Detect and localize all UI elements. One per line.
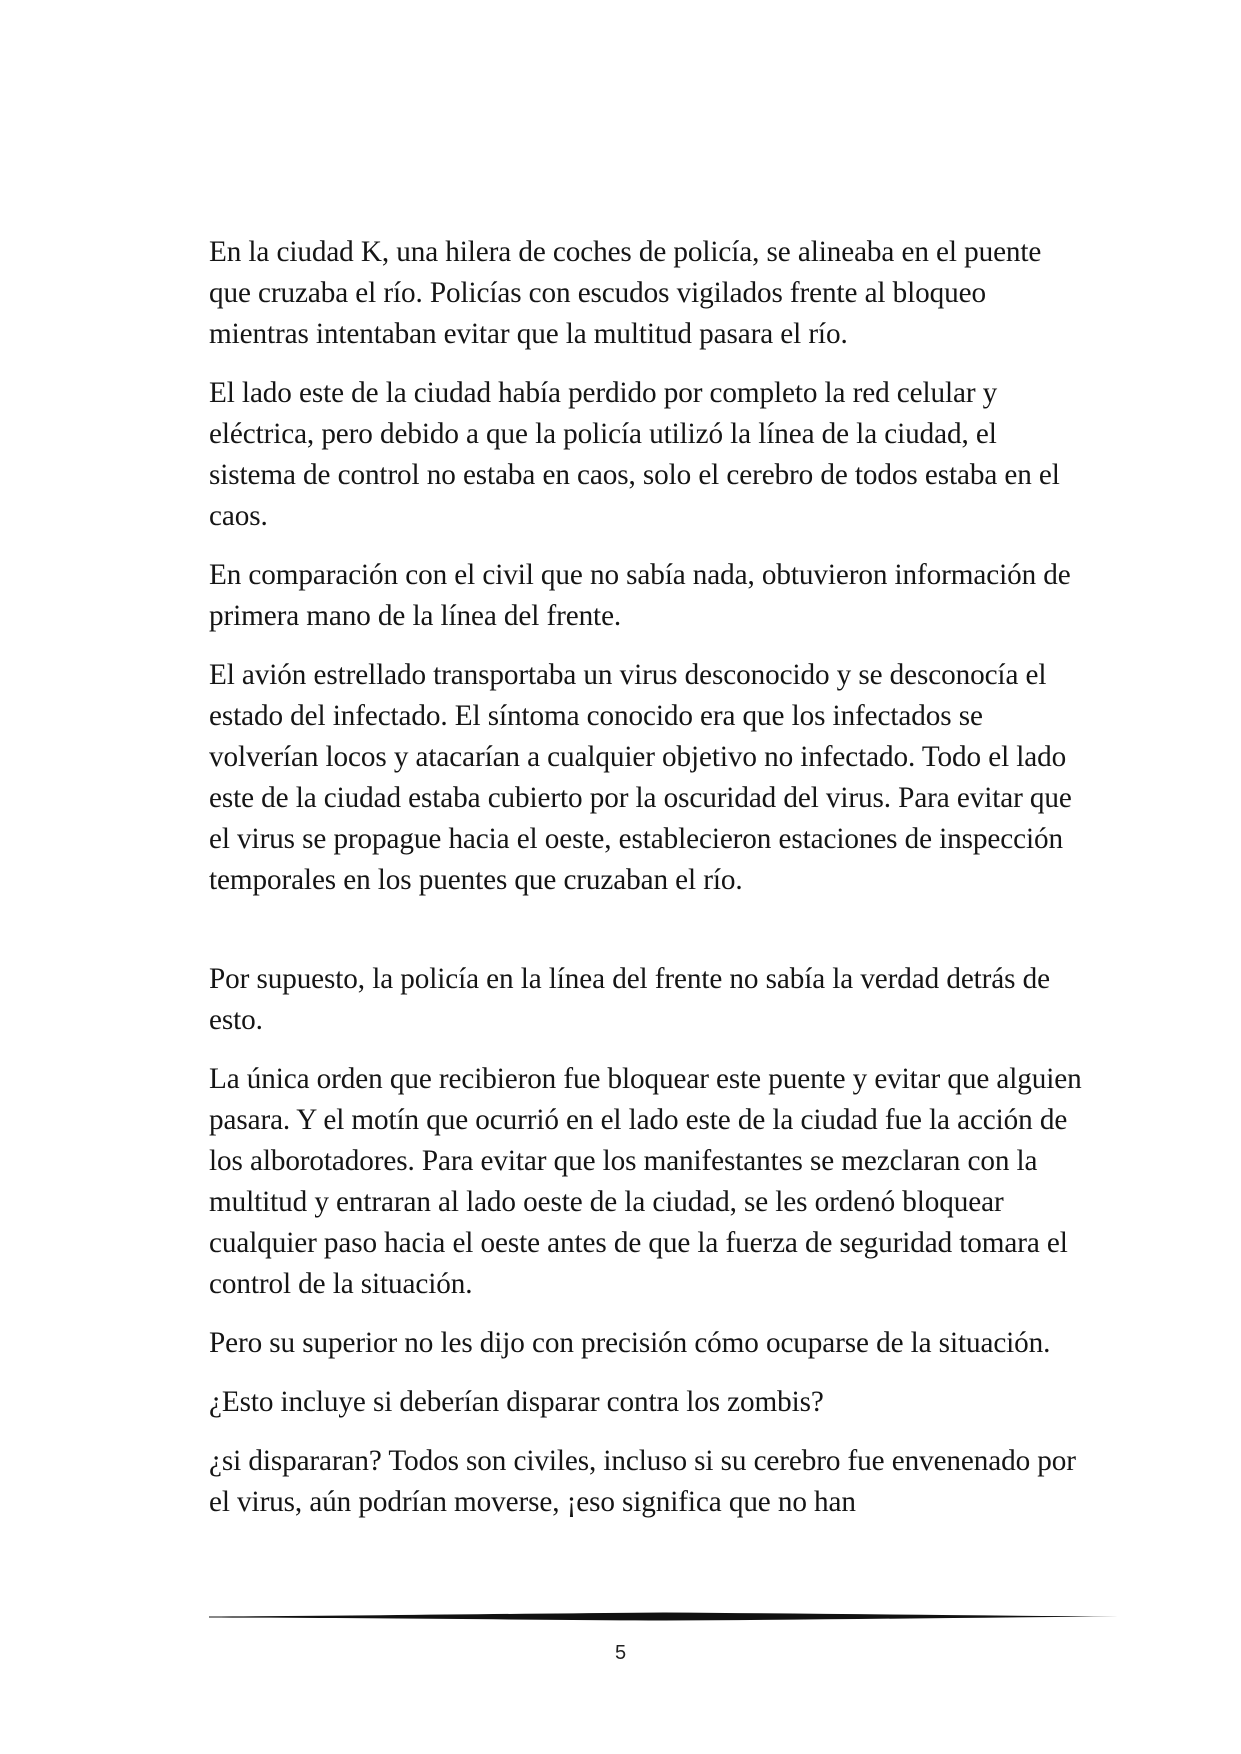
paragraph-2: El lado este de la ciudad había perdido por completo la red celular y eléctrica, pero debido a que la policía utilizó la línea de la ciudad, el sistema de control no estaba en caos, solo el cerebro de todos estaba en el caos. [209,377,1060,532]
paragraph-7: Pero su superior no les dijo con precisión cómo ocuparse de la situación. [209,1327,1051,1359]
paragraph-3: En comparación con el civil que no sabía nada, obtuvieron información de primera mano de la línea del frente. [209,559,1071,632]
footer-divider [209,1610,1119,1624]
paragraph-4: El avión estrellado transportaba un virus desconocido y se desconocía el estado del infectado. El síntoma conocido era que los infectados se volverían locos y atacarían a cualquier objetivo no infectado. Todo el lado este de la ciudad estaba cubierto por la oscuridad del virus. Para evitar que el virus se propague hacia el oeste, establecieron estaciones de inspección temporales en los puentes que cruzaban el río. [209,659,1072,896]
body-text [209,232,1089,1541]
paragraph-8: ¿Esto incluye si deberían disparar contra los zombis? [209,1386,824,1418]
paragraph-6: La única orden que recibieron fue bloquear este puente y evitar que alguien pasara. Y el motín que ocurrió en el lado este de la ciudad fue la acción de los alborotadores. Para evitar que los manifestantes se mezclaran con la multitud y entraran al lado oeste de la ciudad, se les ordenó bloquear cualquier paso hacia el oeste antes de que la fuerza de seguridad tomara el control de la situación. [209,1063,1082,1300]
paragraph-1: En la ciudad K, una hilera de coches de policía, se alineaba en el puente que cruzaba el río. Policías con escudos vigilados frente al bloqueo mientras intentaban evitar que la multitud pasara el río. [209,236,1042,350]
paragraph-9: ¿si dispararan? Todos son civiles, incluso si su cerebro fue envenenado por el virus, aún podrían moverse, ¡eso significa que no han [209,1445,1076,1518]
paragraph-5: Por supuesto, la policía en la línea del frente no sabía la verdad detrás de esto. [209,963,1050,1036]
page-number: 5 [614,1642,627,1664]
